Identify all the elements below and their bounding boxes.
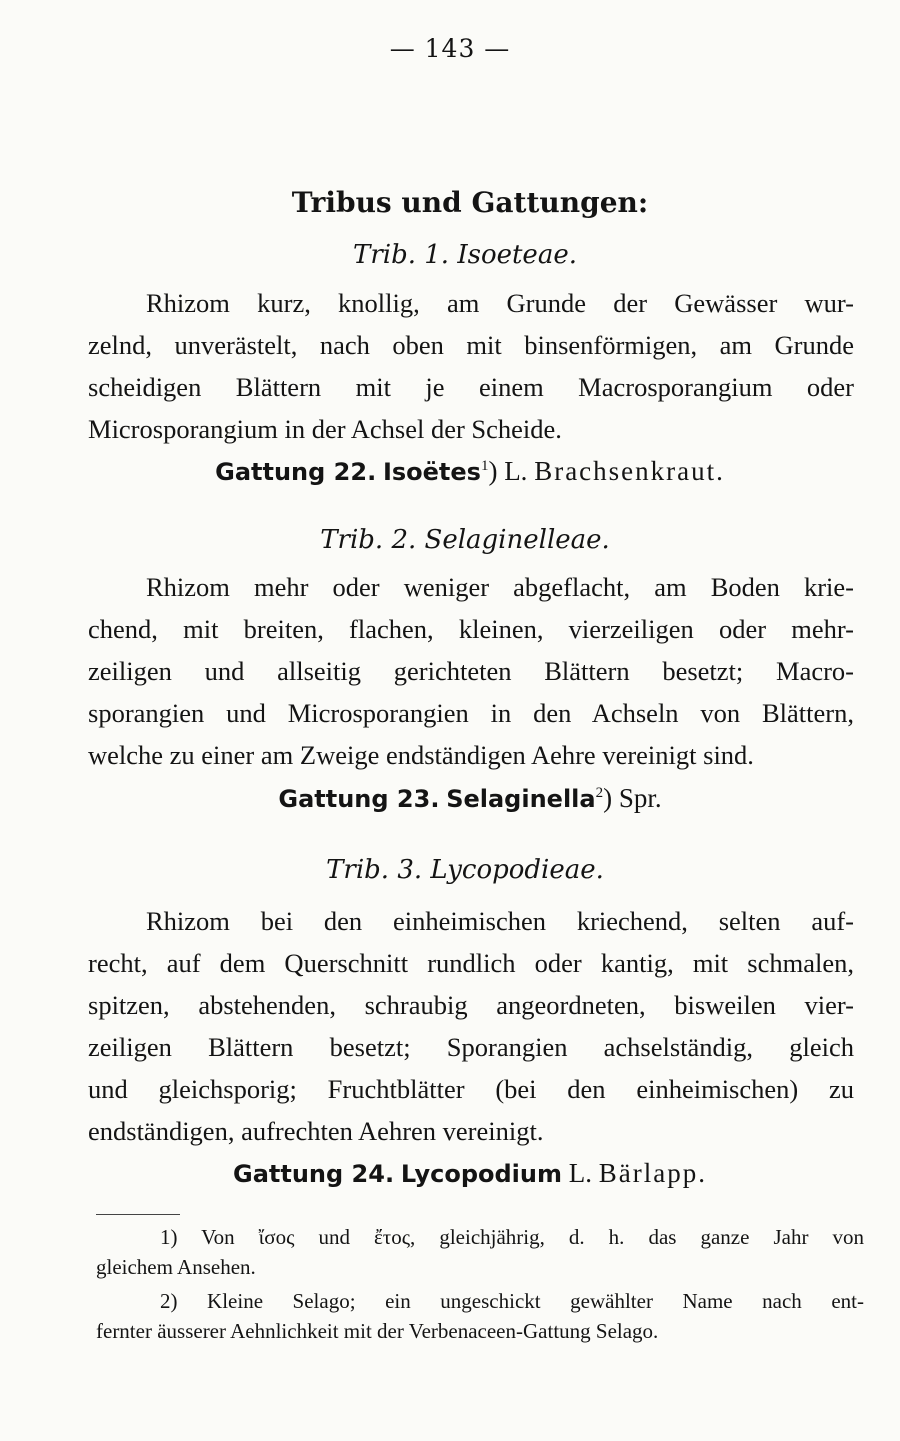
genus-name: Lycopodium <box>400 1160 563 1188</box>
footnote-2 <box>96 1286 864 1346</box>
genus-name: Isoëtes <box>382 458 481 486</box>
genus-label: Gattung 22. <box>215 458 377 486</box>
text-line: welche zu einer am Zweige endständigen Aehre vereinigt sind. <box>88 740 754 770</box>
genus-23-line <box>0 783 900 814</box>
page-number: — 143 — <box>389 34 511 63</box>
trib-3-description <box>88 900 854 1152</box>
text-line: endständigen, aufrechten Aehren vereinigt. <box>88 1116 544 1146</box>
text-line: scheidigen Blättern mit je einem Macrosporangium oder <box>88 372 854 402</box>
footnote-line: 2) Kleine Selago; ein ungeschickt gewählter Name nach ent- <box>160 1289 864 1313</box>
text-line: Rhizom mehr oder weniger abgeflacht, am Boden krie- <box>146 572 854 602</box>
genus-label: Gattung 24. <box>233 1160 395 1188</box>
genus-common-name: Brachsenkraut. <box>534 456 725 486</box>
trib-1-heading: Trib. 1. Isoeteae. <box>353 240 577 270</box>
page-title: Tribus und Gattungen: <box>291 186 649 219</box>
genus-author: L. <box>562 1158 593 1188</box>
trib-1-description <box>88 282 854 450</box>
footnote-line: gleichem Ansehen. <box>96 1255 256 1279</box>
text-line: Microsporangium in der Achsel der Scheide. <box>88 414 562 444</box>
text-line: Rhizom bei den einheimischen kriechend, selten auf- <box>146 906 854 936</box>
footnote-line: 1) Von ἴσος und ἔτος, gleichjährig, d. h. das ganze Jahr von <box>160 1225 864 1249</box>
genus-label: Gattung 23. <box>278 785 440 813</box>
genus-22-line <box>0 456 900 487</box>
footnote-ref: 1 <box>480 458 489 474</box>
genus-author: ) Spr. <box>603 783 662 813</box>
text-line: chend, mit breiten, flachen, kleinen, vierzeiligen oder mehr- <box>88 614 854 644</box>
trib-3-heading: Trib. 3. Lycopodieae. <box>326 855 604 885</box>
text-line: und gleichsporig; Fruchtblätter (bei den einheimischen) zu <box>88 1074 854 1104</box>
text-line: Rhizom kurz, knollig, am Grunde der Gewässer wur- <box>146 288 854 318</box>
genus-author: ) L. <box>488 456 528 486</box>
text-line: spitzen, abstehenden, schraubig angeordneten, bisweilen vier- <box>88 990 854 1020</box>
trib-2-heading: Trib. 2. Selaginelleae. <box>320 525 610 555</box>
genus-24-line <box>0 1158 900 1189</box>
genus-common-name: Bärlapp. <box>598 1158 707 1188</box>
text-line: zeiligen und allseitig gerichteten Blättern besetzt; Macro- <box>88 656 854 686</box>
text-line: zeiligen Blättern besetzt; Sporangien achselständig, gleich <box>88 1032 854 1062</box>
text-line: recht, auf dem Querschnitt rundlich oder kantig, mit schmalen, <box>88 948 854 978</box>
footnote-line: fernter äusserer Aehnlichkeit mit der Verbenaceen-Gattung Selago. <box>96 1319 659 1343</box>
footnote-1 <box>96 1222 864 1282</box>
trib-2-description <box>88 566 854 776</box>
footnote-divider <box>96 1214 180 1215</box>
text-line: sporangien und Microsporangien in den Achseln von Blättern, <box>88 698 854 728</box>
footnote-ref: 2 <box>595 785 604 801</box>
text-line: zelnd, unverästelt, nach oben mit binsenförmigen, am Grunde <box>88 330 854 360</box>
genus-name: Selaginella <box>446 785 596 813</box>
